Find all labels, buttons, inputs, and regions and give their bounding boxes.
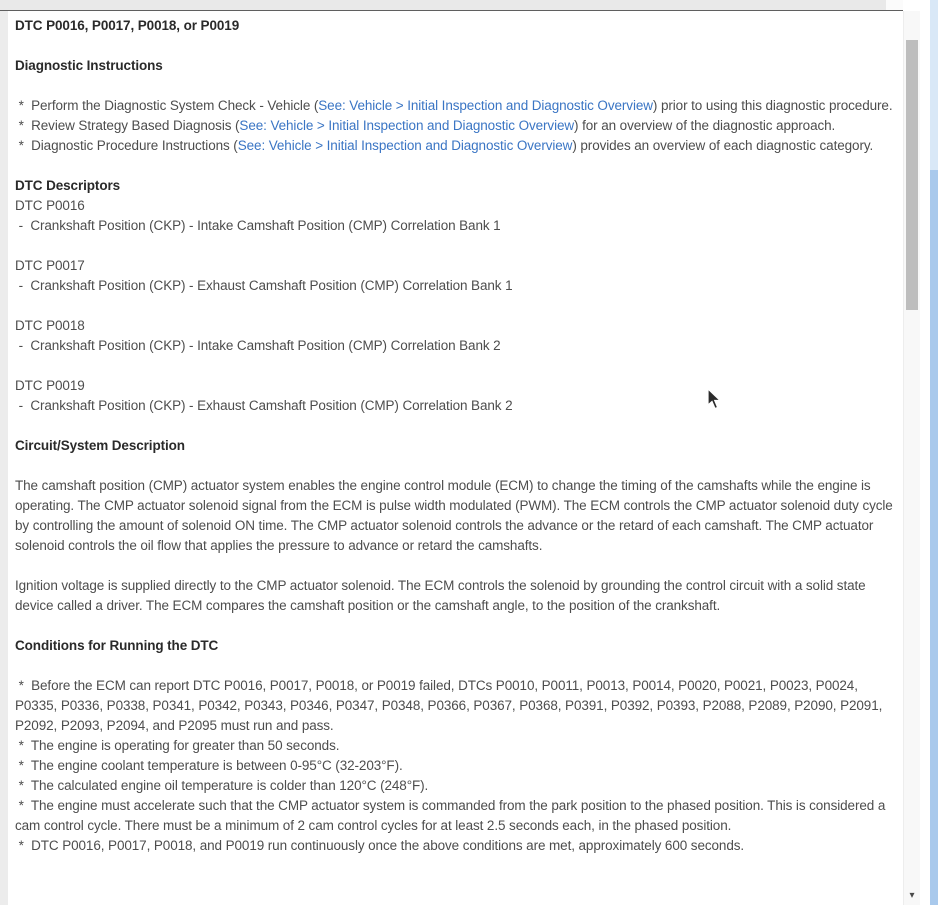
scroll-down-button[interactable] [904, 888, 920, 904]
document-content [8, 11, 903, 905]
see-reference-link[interactable]: See: Vehicle > Initial Inspection and Diagnostic Overview [237, 138, 573, 153]
instruction-text: ) for an overview of the diagnostic approach. [574, 118, 836, 133]
instruction-item [15, 136, 903, 156]
condition-item: * The calculated engine oil temperature is colder than 120°C (248°F). [15, 778, 429, 793]
section-heading: DTC Descriptors [15, 178, 121, 193]
conditions-list [15, 676, 903, 856]
see-reference-link[interactable]: See: Vehicle > Initial Inspection and Diagnostic Overview [239, 118, 575, 133]
scrollbar-top-notch [886, 0, 903, 10]
section-heading: Circuit/System Description [15, 438, 185, 453]
condition-item: * The engine coolant temperature is between 0-95°C (32-203°F). [15, 758, 403, 773]
browser-scrollbar-thumb[interactable] [930, 170, 938, 905]
dtc-description: - Crankshaft Position (CKP) - Intake Camshaft Position (CMP) Correlation Bank 1 [15, 218, 501, 233]
instruction-text: * Review Strategy Based Diagnosis ( [15, 118, 240, 133]
condition-item: * The engine must accelerate such that the CMP actuator system is commanded from the park position to the phased position. This is considered a cam control cycle. There must be a minimum of 2 cam control cycles for at least 2.5 seconds each, in the phased position. [15, 798, 889, 833]
dtc-descriptor [15, 196, 903, 236]
instruction-text: * Perform the Diagnostic System Check - Vehicle ( [15, 98, 319, 113]
instruction-item [15, 116, 903, 136]
condition-item: * Before the ECM can report DTC P0016, P0017, P0018, or P0019 failed, DTCs P0010, P0011, P0013, P0014, P0020, P0021, P0023, P0024, P0335, P0336, P0338, P0341, P0342, P0343, P0346, P0347, P0348, P0366, P0367, P0368, P0391, P0392, P0393, P2088, P2089, P2090, P2091, P2092, P2093, P2094, and P2095 must run and pass. [15, 678, 886, 733]
dtc-description: - Crankshaft Position (CKP) - Exhaust Camshaft Position (CMP) Correlation Bank 1 [15, 278, 513, 293]
top-divider-bar [0, 0, 903, 11]
see-reference-link[interactable]: See: Vehicle > Initial Inspection and Diagnostic Overview [318, 98, 653, 113]
dtc-description: - Crankshaft Position (CKP) - Intake Camshaft Position (CMP) Correlation Bank 2 [15, 338, 501, 353]
document-scrollbar[interactable] [903, 11, 920, 905]
down-arrow-icon: ▾ [909, 890, 915, 901]
dtc-code: DTC P0017 [15, 258, 85, 273]
dtc-code: DTC P0016 [15, 198, 85, 213]
document-scrollbar-thumb[interactable] [906, 40, 918, 310]
dtc-descriptor [15, 256, 903, 296]
instruction-text: ) prior to using this diagnostic procedure. [652, 98, 893, 113]
paragraph: The camshaft position (CMP) actuator system enables the engine control module (ECM) to change the timing of the camshafts while the engine is operating. The CMP actuator solenoid signal from the ECM is pulse width modulated (PWM). The ECM controls the CMP actuator solenoid duty cycle by controlling the amount of solenoid ON time. The CMP actuator solenoid controls the advance or the retard of each camshaft. The CMP actuator solenoid controls the oil flow that applies the pressure to advance or retard the camshafts. [15, 478, 897, 553]
instructions-list [15, 96, 903, 156]
instruction-text: * Diagnostic Procedure Instructions ( [15, 138, 238, 153]
condition-item: * DTC P0016, P0017, P0018, and P0019 run continuously once the above conditions are met, approximately 600 seconds. [15, 838, 745, 853]
paragraph: Ignition voltage is supplied directly to the CMP actuator solenoid. The ECM controls the solenoid by grounding the control circuit with a solid state device called a driver. The ECM compares the camshaft position or the camshaft angle, to the position of the crankshaft. [15, 578, 870, 613]
section-heading: Conditions for Running the DTC [15, 638, 219, 653]
browser-scrollbar[interactable] [930, 0, 938, 905]
left-gutter [0, 11, 8, 905]
dtc-description: - Crankshaft Position (CKP) - Exhaust Camshaft Position (CMP) Correlation Bank 2 [15, 398, 513, 413]
section-heading: Diagnostic Instructions [15, 58, 163, 73]
dtc-code: DTC P0018 [15, 318, 85, 333]
instruction-item [15, 96, 903, 116]
condition-item: * The engine is operating for greater than 50 seconds. [15, 738, 340, 753]
dtc-descriptor [15, 316, 903, 356]
instruction-text: ) provides an overview of each diagnostic category. [572, 138, 874, 153]
dtc-descriptor [15, 376, 903, 416]
dtc-code: DTC P0019 [15, 378, 85, 393]
page-title: DTC P0016, P0017, P0018, or P0019 [15, 18, 240, 33]
